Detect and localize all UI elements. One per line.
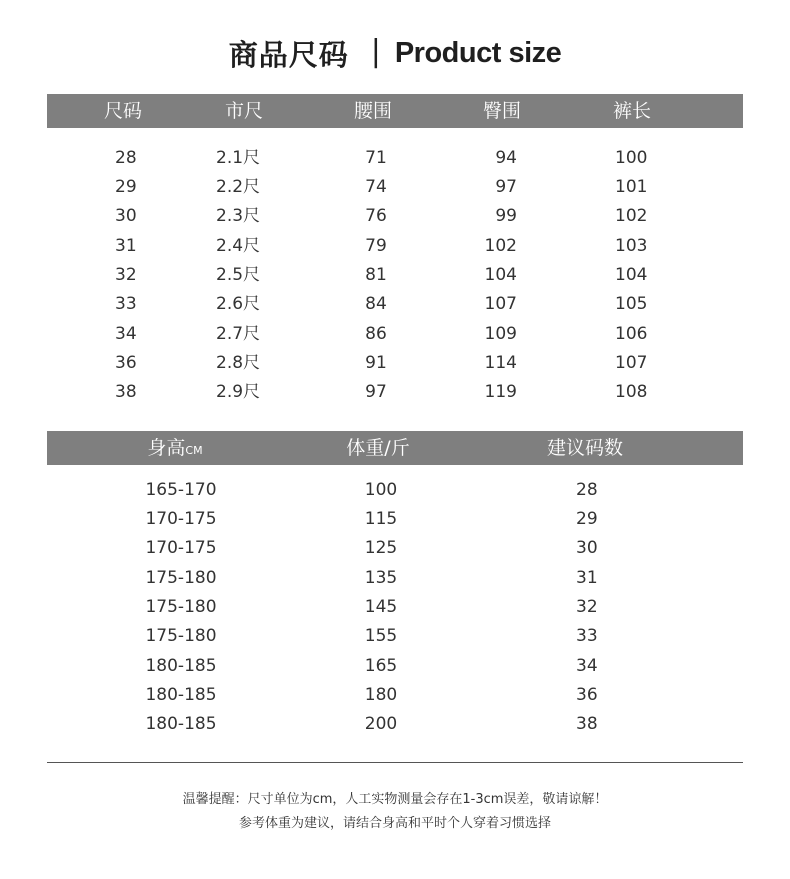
cell-length: 105 xyxy=(615,294,648,314)
cell-length: 107 xyxy=(615,353,648,373)
cell-length: 101 xyxy=(615,177,648,197)
size-table-header xyxy=(47,94,743,128)
cell-hip: 94 xyxy=(495,148,517,168)
cell-waist: 81 xyxy=(365,265,387,285)
cell-shichi: 2.5尺 xyxy=(216,265,261,285)
cell-size: 29 xyxy=(115,177,137,197)
table-row xyxy=(0,710,790,739)
cell-recommended-size: 29 xyxy=(576,509,598,529)
cell-waist: 76 xyxy=(365,206,387,226)
cell-weight: 180 xyxy=(364,685,398,705)
cell-weight: 100 xyxy=(364,480,398,500)
cell-weight: 145 xyxy=(364,597,398,617)
header-length: 裤长 xyxy=(612,100,652,122)
note-weight-advice: 参考体重为建议，请结合身高和平时个人穿着习惯选择 xyxy=(238,816,551,831)
cell-weight: 115 xyxy=(364,509,398,529)
table-row xyxy=(0,622,790,651)
cell-length: 102 xyxy=(615,206,648,226)
cell-length: 104 xyxy=(615,265,648,285)
table-row xyxy=(0,564,790,593)
cell-shichi: 2.6尺 xyxy=(216,294,261,314)
cell-height: 170-175 xyxy=(145,509,217,529)
header-recommended-size: 建议码数 xyxy=(546,437,624,459)
header-waist: 腰围 xyxy=(353,100,393,122)
recommend-table-header xyxy=(47,431,743,465)
cell-hip: 107 xyxy=(484,294,517,314)
cell-shichi: 2.2尺 xyxy=(216,177,261,197)
cell-height: 175-180 xyxy=(145,568,217,588)
table-row xyxy=(0,261,790,290)
cell-recommended-size: 34 xyxy=(576,656,598,676)
cell-size: 30 xyxy=(115,206,137,226)
cell-shichi: 2.1尺 xyxy=(216,148,261,168)
table-row xyxy=(0,476,790,505)
cell-height: 175-180 xyxy=(145,597,217,617)
cell-size: 28 xyxy=(115,148,137,168)
cell-recommended-size: 36 xyxy=(576,685,598,705)
page-title xyxy=(0,28,790,78)
cell-shichi: 2.9尺 xyxy=(216,382,261,402)
table-row xyxy=(0,349,790,378)
cell-size: 31 xyxy=(115,236,137,256)
cell-waist: 84 xyxy=(365,294,387,314)
table-row xyxy=(0,593,790,622)
cell-size: 36 xyxy=(115,353,137,373)
cell-length: 103 xyxy=(615,236,648,256)
cell-size: 32 xyxy=(115,265,137,285)
cell-height: 180-185 xyxy=(145,656,217,676)
note-reminder: 温馨提醒：尺寸单位为cm，人工实物测量会存在1-3cm误差，敬请谅解！ xyxy=(182,792,608,807)
cell-waist: 79 xyxy=(365,236,387,256)
cell-waist: 91 xyxy=(365,353,387,373)
header-hip: 臀围 xyxy=(482,100,522,122)
cell-waist: 97 xyxy=(365,382,387,402)
title-english: Product size xyxy=(394,36,562,69)
cell-shichi: 2.4尺 xyxy=(216,236,261,256)
table-row xyxy=(0,681,790,710)
cell-recommended-size: 38 xyxy=(576,714,598,734)
table-row xyxy=(0,290,790,319)
cell-waist: 74 xyxy=(365,177,387,197)
divider-line xyxy=(47,762,743,763)
header-weight: 体重/斤 xyxy=(346,437,410,459)
cell-height: 165-170 xyxy=(145,480,217,500)
cell-hip: 102 xyxy=(484,236,517,256)
table-row xyxy=(0,378,790,407)
cell-hip: 119 xyxy=(484,382,517,402)
table-row xyxy=(0,320,790,349)
cell-size: 33 xyxy=(115,294,137,314)
header-shichi: 市尺 xyxy=(224,100,264,122)
cell-recommended-size: 33 xyxy=(576,626,598,646)
cell-recommended-size: 30 xyxy=(576,538,598,558)
cell-waist: 71 xyxy=(365,148,387,168)
cell-hip: 114 xyxy=(484,353,517,373)
cell-recommended-size: 28 xyxy=(576,480,598,500)
header-height-label: 身高 xyxy=(147,437,186,459)
table-row xyxy=(0,144,790,173)
cell-shichi: 2.7尺 xyxy=(216,324,261,344)
cell-length: 106 xyxy=(615,324,648,344)
cell-hip: 109 xyxy=(484,324,517,344)
cell-recommended-size: 32 xyxy=(576,597,598,617)
cell-weight: 125 xyxy=(364,538,398,558)
table-row xyxy=(0,505,790,534)
cell-size: 38 xyxy=(115,382,137,402)
table-row xyxy=(0,232,790,261)
cell-length: 108 xyxy=(615,382,648,402)
cell-shichi: 2.3尺 xyxy=(216,206,261,226)
cell-weight: 135 xyxy=(364,568,398,588)
cell-weight: 155 xyxy=(364,626,398,646)
cell-recommended-size: 31 xyxy=(576,568,598,588)
cell-hip: 99 xyxy=(495,206,517,226)
cell-weight: 200 xyxy=(364,714,398,734)
header-height xyxy=(147,431,202,465)
cell-shichi: 2.8尺 xyxy=(216,353,261,373)
title-chinese: 商品尺码 xyxy=(228,37,349,72)
cell-weight: 165 xyxy=(364,656,398,676)
cell-length: 100 xyxy=(615,148,648,168)
cell-height: 170-175 xyxy=(145,538,217,558)
cell-hip: 104 xyxy=(484,265,517,285)
table-row xyxy=(0,202,790,231)
cell-hip: 97 xyxy=(495,177,517,197)
table-row xyxy=(0,173,790,202)
cell-height: 175-180 xyxy=(145,626,217,646)
cell-waist: 86 xyxy=(365,324,387,344)
cell-height: 180-185 xyxy=(145,685,217,705)
cell-height: 180-185 xyxy=(145,714,217,734)
header-size: 尺码 xyxy=(103,100,143,122)
table-row xyxy=(0,534,790,563)
title-separator: | xyxy=(370,33,381,69)
header-height-unit: CM xyxy=(185,444,203,457)
table-row xyxy=(0,652,790,681)
cell-size: 34 xyxy=(115,324,137,344)
